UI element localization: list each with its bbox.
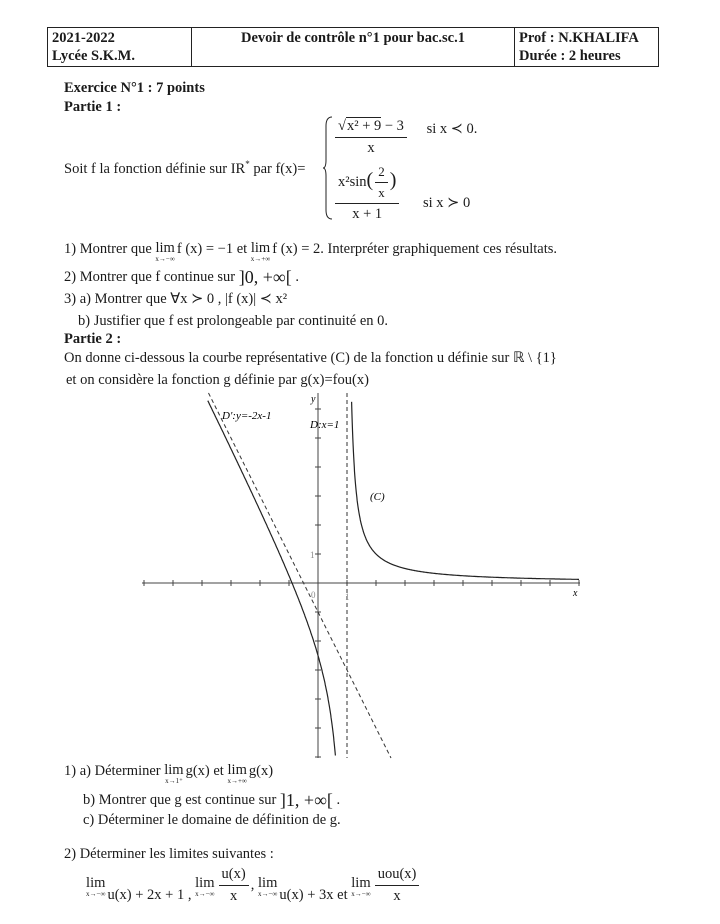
lim-sub: x→−∞ <box>155 255 175 263</box>
intro-text: Soit f la fonction définie sur IR <box>64 160 246 177</box>
p2-question-1c: c) Déterminer le domaine de définition de g. <box>83 812 341 828</box>
curve-c-left-branch <box>208 401 336 756</box>
lim-sub: x→−∞ <box>257 890 278 898</box>
q1a-expr2: g(x) <box>248 763 274 779</box>
p1-question-3a: 3) a) Montrer que ∀x ≻ 0 , |f (x)| ≺ x² <box>64 291 288 307</box>
exam-title: Devoir de contrôle n°1 pour bac.sc.1 <box>192 28 515 67</box>
lim: lim <box>155 240 175 256</box>
part1-title: Partie 1 : <box>64 99 122 115</box>
limit-4-den: x <box>393 888 401 904</box>
tick-label-origin: 0 <box>311 590 316 600</box>
lim: lim <box>195 875 215 891</box>
lim: lim <box>86 875 106 891</box>
label-dprime: D':y=-2x-1 <box>222 410 272 422</box>
asymptote-dprime <box>209 393 392 758</box>
part2-title: Partie 2 : <box>64 331 122 347</box>
limit-1: u(x) + 2x + 1 , <box>107 886 192 903</box>
lim: lim <box>164 762 184 778</box>
lim-sub: x→1⁺ <box>165 777 183 785</box>
intro-par: par f(x)= <box>249 160 306 177</box>
lim: lim <box>227 762 247 778</box>
q2-end: . <box>291 269 299 285</box>
tick-label-y1: 1 <box>310 550 315 560</box>
q1b-interval: ]1, +∞[ <box>279 790 333 810</box>
lim-sub: x→−∞ <box>86 890 106 898</box>
lim-sub: x→−∞ <box>195 890 215 898</box>
p2-question-1b <box>83 790 340 811</box>
case1-root: x² + 9 <box>346 118 382 134</box>
lim: lim <box>250 240 271 256</box>
q1-text: 1) Montrer que <box>64 241 156 257</box>
case1-den: x <box>367 140 375 156</box>
school-name: Lycée S.K.M. <box>52 48 135 64</box>
lim-sub: x→+∞ <box>227 777 247 785</box>
label-x: x <box>573 588 578 599</box>
case2-inner-den: x <box>378 185 385 200</box>
school-year: 2021-2022 <box>52 30 115 46</box>
case2-den: x + 1 <box>352 206 383 222</box>
case2-condition: si x ≻ 0 <box>423 194 471 211</box>
lim-sub: x→−∞ <box>351 890 371 898</box>
case1-rest: − 3 <box>381 118 404 134</box>
lim-sub: x→+∞ <box>250 255 271 263</box>
label-y: y <box>311 394 316 405</box>
curve-c-right-branch <box>352 402 579 580</box>
case2-num: x²sin <box>338 173 367 190</box>
limit-2-den: x <box>230 888 238 904</box>
domain-set: ℝ \ {1} <box>512 350 557 366</box>
case2-inner-num: 2 <box>375 164 388 183</box>
p2-limits <box>86 866 421 905</box>
p2-question-1a <box>64 763 273 785</box>
label-d: D:x=1 <box>310 419 340 431</box>
q2-text: 2) Montrer que f continue sur <box>64 269 239 285</box>
q1b-text: b) Montrer que g est continue sur <box>83 792 280 808</box>
case2-fraction: x²sin( $\frac{2}{x}$ ) x + 1 <box>335 164 399 223</box>
limit-4-num: uou(x) <box>375 866 420 886</box>
limit-3: u(x) + 3x et <box>279 886 348 903</box>
label-c: (C) <box>370 491 385 503</box>
q1a-text: 1) a) Déterminer <box>64 763 165 779</box>
q1-expr2: f (x) = 2 <box>272 241 321 257</box>
p2-question-2: 2) Déterminer les limites suivantes : <box>64 846 274 862</box>
q1-expr1: f (x) = −1 et <box>176 241 251 257</box>
case1-condition: si x ≺ 0. <box>426 120 478 137</box>
limit-2-num: u(x) <box>219 866 249 886</box>
q1-end: . Interpréter graphiquement ces résultats. <box>320 241 558 257</box>
duration: Durée : 2 heures <box>519 48 621 64</box>
intro-sup: * <box>245 159 250 169</box>
q2-interval: ]0, +∞[ <box>238 267 292 287</box>
separator: , <box>250 876 255 893</box>
q1a-expr1: g(x) et <box>185 763 228 779</box>
lim: lim <box>351 875 371 891</box>
p1-question-3b: b) Justifier que f est prolongeable par continuité en 0. <box>78 313 389 329</box>
part2-intro-2: et on considère la fonction g définie par g(x)=fou(x) <box>66 372 369 388</box>
case1-fraction: $\frac{\text{√x² + 9 − 3}}{x}$ <box>335 118 407 157</box>
lim: lim <box>258 875 278 891</box>
teacher: Prof : N.KHALIFA <box>519 30 639 46</box>
tick-label-x1: 1 <box>345 592 350 602</box>
q1b-end: . <box>332 792 341 808</box>
intro1-text: On donne ci-dessous la courbe représentative (C) de la fonction u définie sur <box>64 350 513 366</box>
exercise-title: Exercice N°1 : 7 points <box>64 80 205 96</box>
